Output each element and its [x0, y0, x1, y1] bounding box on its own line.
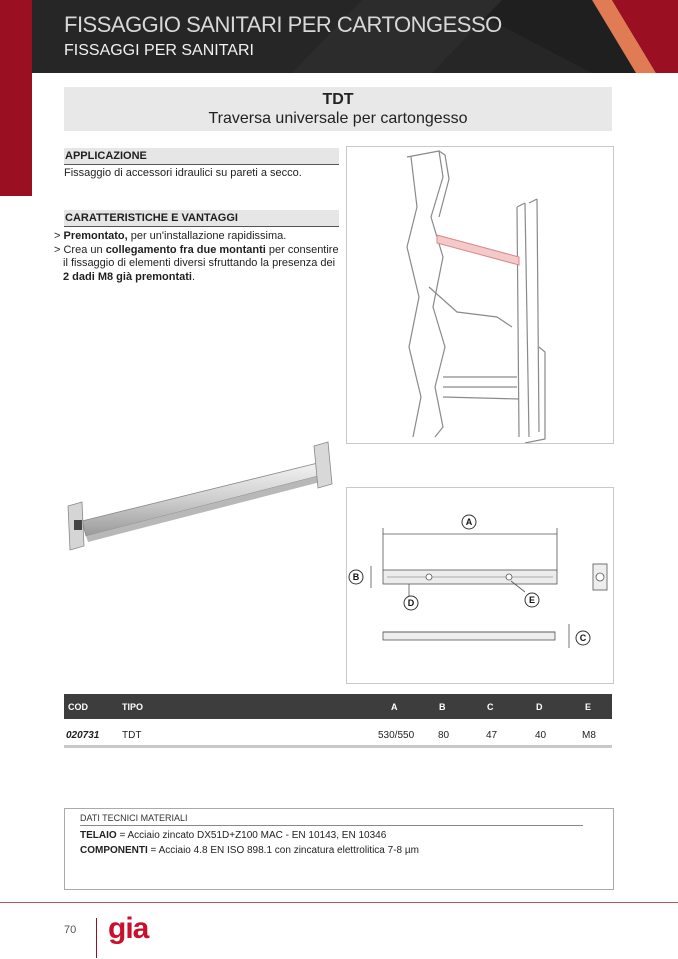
- label-b: B: [352, 572, 360, 582]
- product-rail-icon: [64, 436, 340, 566]
- logo-divider: [96, 918, 97, 958]
- bullet-2: > Crea un collegamento fra due montanti per consentire: [54, 243, 339, 256]
- brand-logo: gia: [108, 912, 149, 945]
- label-e: E: [528, 595, 536, 605]
- cell-b: 80: [438, 730, 450, 741]
- col-d: D: [536, 702, 543, 712]
- page-number: 70: [64, 924, 77, 936]
- cell-c: 47: [486, 730, 498, 741]
- label-a: A: [465, 517, 473, 527]
- table-header: [64, 694, 612, 719]
- telaio-line: TELAIO = Acciaio zincato DX51D+Z100 MAC - EN 10143, EN 10346: [80, 830, 387, 841]
- cell-d: 40: [535, 730, 547, 741]
- col-a: A: [391, 702, 398, 712]
- side-tab: [0, 0, 32, 196]
- col-c: C: [487, 702, 494, 712]
- cell-tipo: TDT: [122, 730, 142, 741]
- componenti-line: COMPONENTI = Acciaio 4.8 EN ISO 898.1 con zincatura elettrolitica 7-8 µm: [80, 845, 419, 856]
- cell-e: M8: [582, 730, 596, 741]
- product-name: Traversa universale per cartongesso: [208, 110, 468, 127]
- cell-a: 530/550: [378, 730, 415, 741]
- caratteristiche-heading: CARATTERISTICHE E VANTAGGI: [64, 210, 339, 227]
- header-title: FISSAGGIO SANITARI PER CARTONGESSO: [64, 12, 502, 37]
- cell-cod: 020731: [66, 730, 100, 741]
- col-tipo: TIPO: [122, 702, 144, 712]
- dati-tecnici-heading: DATI TECNICI MATERIALI: [80, 813, 583, 826]
- installation-drawing: [346, 146, 614, 444]
- dimension-diagram: [347, 488, 613, 683]
- bullet-1: > Premontato, per un'installazione rapidissima.: [54, 230, 287, 242]
- col-b: B: [439, 702, 446, 712]
- label-c: C: [579, 633, 587, 643]
- product-photo: [64, 436, 340, 566]
- col-cod: COD: [68, 702, 88, 712]
- table-row: [64, 722, 612, 744]
- dimension-drawing: [346, 487, 614, 684]
- product-code: TDT: [322, 91, 354, 108]
- table-divider: [64, 745, 612, 748]
- applicazione-heading: APPLICAZIONE: [64, 148, 339, 165]
- product-title-box: [64, 87, 612, 131]
- col-e: E: [585, 702, 592, 712]
- applicazione-text: Fissaggio di accessori idraulici su pareti a secco.: [64, 167, 302, 179]
- caratteristiche-list: > Premontato, per un'installazione rapidissima. > Crea un collegamento fra due montanti per consentire il fissaggio di elementi diversi sfruttando la presenza dei 2 dadi M8 già premontati.: [54, 230, 344, 284]
- header-subtitle: FISSAGGI PER SANITARI: [64, 42, 254, 59]
- label-d: D: [407, 598, 415, 608]
- footer-divider: [0, 902, 678, 903]
- installation-illustration: [347, 147, 613, 443]
